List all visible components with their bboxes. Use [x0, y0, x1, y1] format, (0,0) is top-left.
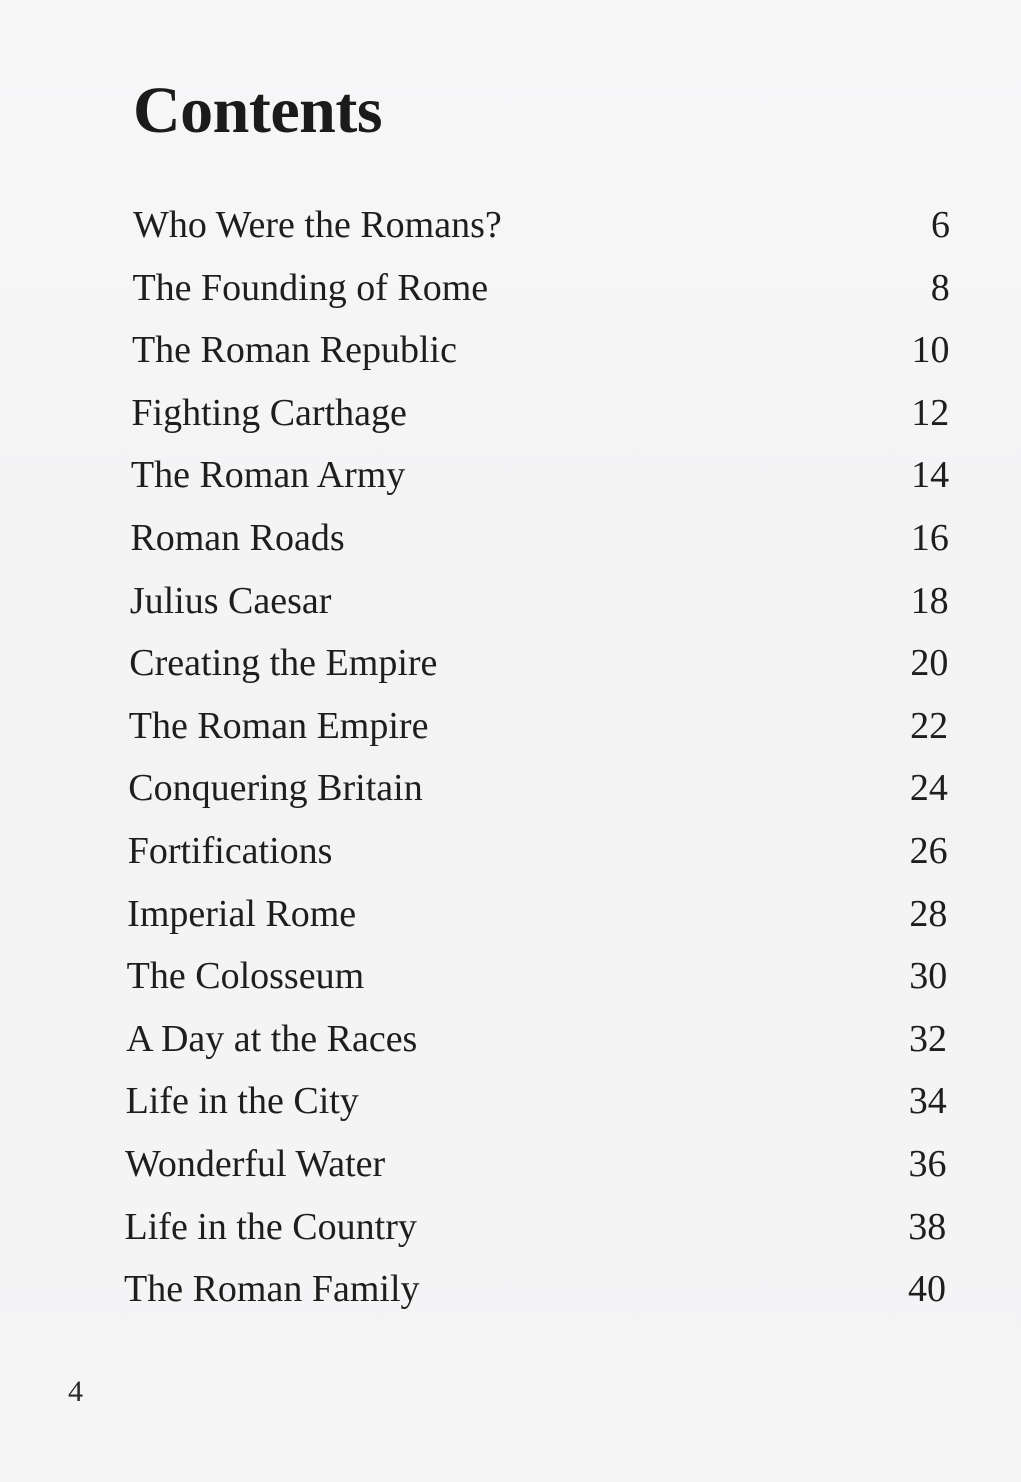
toc-entry-title: The Founding of Rome [132, 266, 489, 309]
toc-entry [0, 513, 1021, 563]
toc-entry-page-number: 16 [910, 517, 949, 559]
contents-heading: Contents [133, 74, 383, 147]
toc-entry [0, 701, 1021, 751]
toc-entry [0, 951, 1021, 1001]
toc-entry-page-number: 18 [910, 579, 949, 622]
toc-entry-page-number: 20 [910, 642, 949, 685]
toc-entry [0, 826, 1021, 876]
toc-entry-title: The Roman Empire [128, 704, 429, 747]
toc-entry-title: Julius Caesar [129, 579, 332, 622]
toc-entry [0, 200, 1021, 250]
toc-entry [0, 576, 1021, 626]
toc-entry [0, 450, 1021, 500]
toc-entry-page-number: 14 [911, 454, 950, 497]
toc-entry-title: Fighting Carthage [131, 391, 407, 434]
toc-entry [0, 763, 1021, 813]
toc-entry [0, 889, 1021, 939]
toc-entry-page-number: 28 [909, 892, 948, 935]
toc-entry-title: The Roman Republic [131, 329, 457, 372]
toc-entry-page-number: 36 [908, 1143, 947, 1185]
toc-entry-page-number: 34 [908, 1080, 947, 1123]
toc-entry-title: The Roman Family [124, 1268, 420, 1311]
toc-entry-title: Wonderful Water [125, 1143, 386, 1185]
toc-entry-title: The Roman Army [130, 454, 406, 497]
toc-entry-page-number: 24 [909, 767, 948, 810]
toc-entry-title: A Day at the Races [126, 1017, 418, 1060]
toc-entry-page-number: 40 [908, 1268, 946, 1311]
toc-entry-title: Life in the Country [124, 1205, 417, 1248]
toc-entry [0, 638, 1021, 688]
toc-entry-title: Who Were the Romans? [133, 204, 502, 246]
toc-entry-page-number: 30 [909, 955, 948, 998]
toc-entry-title: Fortifications [127, 830, 333, 872]
toc-entry [0, 325, 1021, 375]
toc-entry-title: Roman Roads [130, 517, 345, 559]
toc-entry-page-number: 22 [910, 704, 949, 747]
toc-entry-title: Life in the City [125, 1080, 359, 1123]
toc-entry-page-number: 6 [931, 204, 950, 246]
toc-entry [0, 1264, 1021, 1314]
toc-entry-page-number: 12 [911, 391, 950, 434]
toc-entry-page-number: 38 [908, 1205, 947, 1248]
toc-entry-page-number: 10 [911, 329, 950, 372]
toc-entry-title: The Colosseum [126, 955, 365, 998]
toc-entry [0, 1076, 1021, 1126]
toc-entry [0, 388, 1021, 438]
toc-entry [0, 1139, 1021, 1189]
toc-entry-page-number: 26 [909, 830, 948, 872]
page-number: 4 [68, 1375, 83, 1408]
toc-entry-title: Creating the Empire [129, 642, 438, 685]
toc-entry-page-number: 8 [930, 266, 950, 309]
toc-entry [0, 1202, 1021, 1252]
toc-entry [0, 263, 1021, 313]
toc-entry [0, 1014, 1021, 1064]
toc-entry-title: Imperial Rome [127, 892, 357, 935]
toc-entry-page-number: 32 [908, 1017, 947, 1060]
toc-entry-title: Conquering Britain [128, 767, 423, 810]
